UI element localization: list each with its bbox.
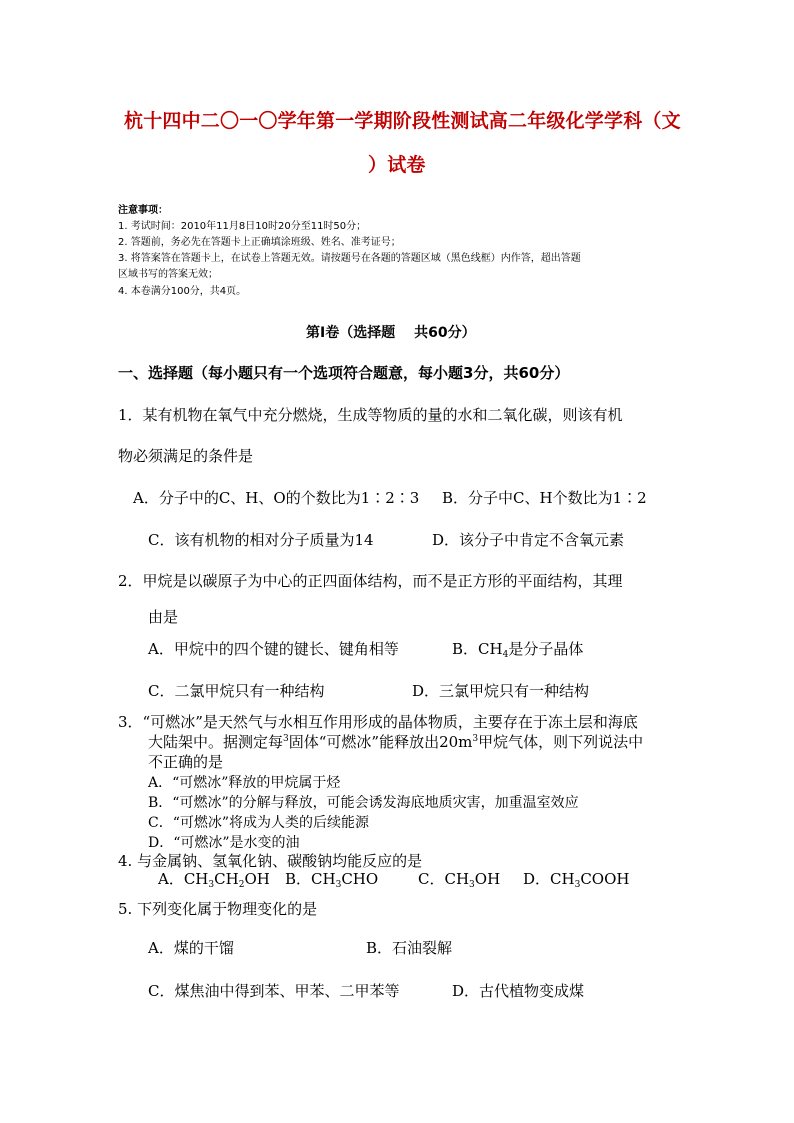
exam-title-line1: 杭十四中二〇一〇学年第一学期阶段性测试高二年级化学学科（文 bbox=[124, 110, 681, 132]
question-stem: 2．甲烷是以碳原子为中心的正四面体结构，而不是正方形的平面结构，其理 bbox=[118, 572, 623, 590]
option-c: C．二氯甲烷只有一种结构 bbox=[148, 682, 325, 700]
question-stem: 4. 与金属钠、氢氧化钠、碳酸钠均能反应的是 bbox=[118, 852, 423, 870]
question-stem: 不正确的是 bbox=[148, 753, 224, 771]
question-stem: 5. 下列变化属于物理变化的是 bbox=[118, 900, 318, 918]
option-a: A．甲烷中的四个键的键长、键角相等 bbox=[148, 640, 399, 658]
option-b: B．分子中C、H个数比为1∶2 bbox=[442, 489, 647, 507]
option-a: A．“可燃冰”释放的甲烷属于烃 bbox=[148, 775, 341, 791]
option-d: D．“可燃冰”是水变的油 bbox=[148, 835, 300, 851]
option-b: B．石油裂解 bbox=[366, 939, 453, 957]
option-b: B．$CH_4$是分子晶体 bbox=[452, 640, 584, 660]
notes-item: 区域书写的答案无效； bbox=[118, 269, 218, 280]
option-b: B．“可燃冰”的分解与释放，可能会诱发海底地质灾害，加重温室效应 bbox=[148, 795, 579, 811]
section-title: 一、选择题（每小题只有一个选项符合题意，每小题3分，共60分） bbox=[118, 364, 570, 382]
notes-item: 1. 考试时间：2010年11月8日10时20分至11时50分； bbox=[118, 221, 367, 232]
notes-item: 3. 将答案答在答题卡上，在试卷上答题无效。请按题号在各题的答题区域（黑色线框）内作答，超出答题 bbox=[118, 253, 581, 264]
option-d: D．古代植物变成煤 bbox=[452, 982, 585, 1000]
notes-heading: 注意事项： bbox=[118, 205, 168, 216]
question-stem: 3．“可燃冰”是天然气与水相互作用形成的晶体物质，主要存在于冻土层和海底 bbox=[118, 713, 638, 731]
option-c: C．煤焦油中得到苯、甲苯、二甲苯等 bbox=[148, 982, 400, 1000]
option-a: A．煤的干馏 bbox=[148, 939, 234, 957]
question-stem: 1．某有机物在氧气中充分燃烧，生成等物质的量的水和二氧化碳，则该有机 bbox=[118, 406, 623, 424]
option-a: A．分子中的C、H、O的个数比为1∶2∶3 bbox=[133, 489, 420, 507]
option-c: C．“可燃冰”将成为人类的后续能源 bbox=[148, 815, 370, 831]
option-d: D．该分子中肯定不含氧元素 bbox=[432, 531, 625, 549]
option-d: D．三氯甲烷只有一种结构 bbox=[412, 682, 590, 700]
exam-title-line2: ）试卷 bbox=[368, 154, 426, 176]
question-stem: 大陆架中。据测定每$^3$固体“可燃冰”能释放出$20m^3$甲烷气体，则下列说法中 bbox=[148, 733, 644, 751]
question-stem: 由是 bbox=[148, 608, 179, 626]
notes-item: 2. 答题前，务必先在答题卡上正确填涂班级、姓名、准考证号； bbox=[118, 237, 401, 248]
question-stem: 物必须满足的条件是 bbox=[118, 447, 254, 465]
option-b: B．$CH_3CHO$ bbox=[285, 870, 379, 890]
option-a: A．$CH_3CH_2OH$ bbox=[158, 870, 270, 890]
option-d: D．$CH_3COOH$ bbox=[523, 870, 630, 890]
option-c: C．该有机物的相对分子质量为14 bbox=[148, 531, 374, 549]
part-title: 第Ⅰ卷（选择题 共60分） bbox=[306, 325, 476, 341]
option-c: C．$CH_3OH$ bbox=[418, 870, 501, 890]
notes-item: 4. 本卷满分100分，共4页。 bbox=[118, 286, 247, 297]
